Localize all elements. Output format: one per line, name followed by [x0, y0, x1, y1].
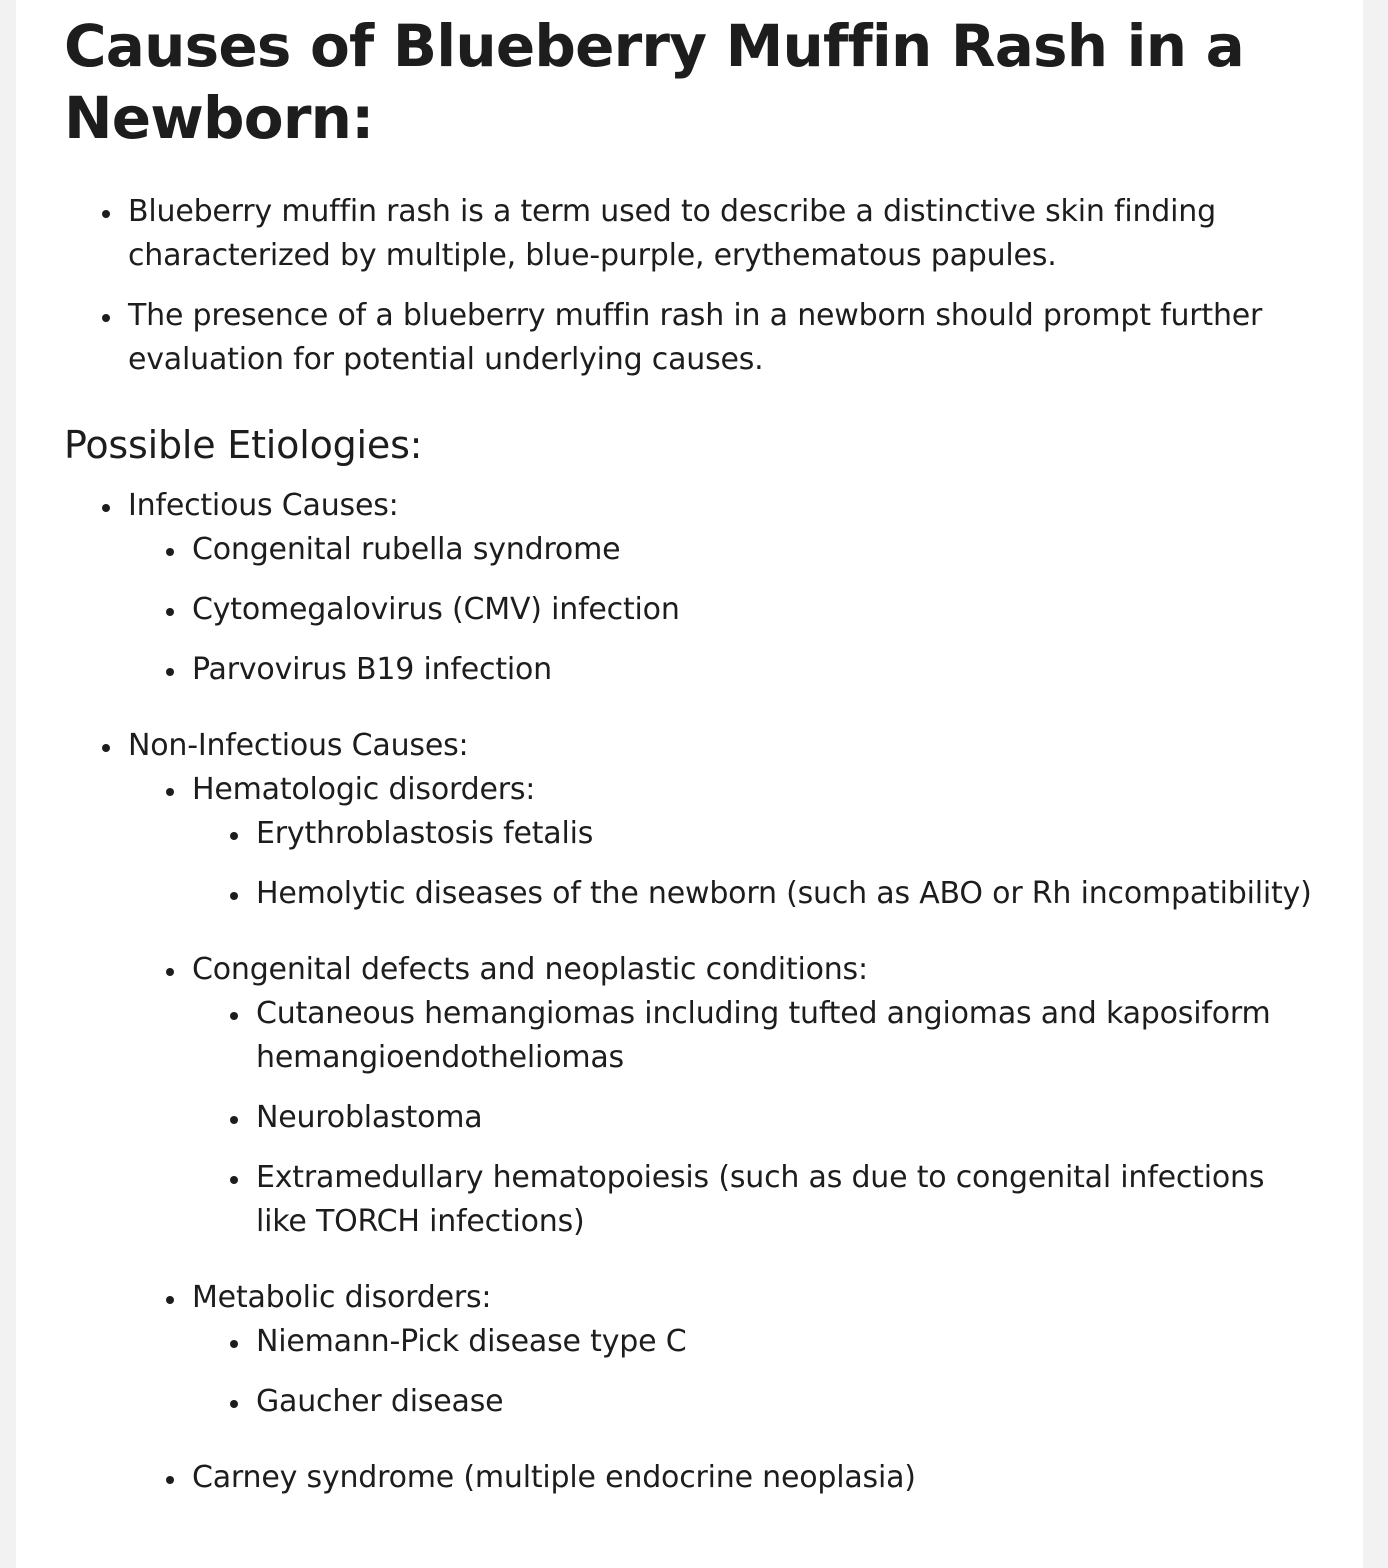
list-item: Erythroblastosis fetalis	[192, 812, 1324, 856]
congenital-neoplastic-label: Congenital defects and neoplastic conditions:	[192, 952, 868, 987]
carney-syndrome-item: Carney syndrome (multiple endocrine neoplasia)	[128, 1456, 1324, 1500]
list-item: Parvovirus B19 infection	[128, 648, 1324, 692]
list-item: Niemann-Pick disease type C	[192, 1320, 1324, 1364]
page-title: Causes of Blueberry Muffin Rash in a Newborn:	[64, 12, 1244, 152]
infectious-causes-item	[64, 484, 1324, 692]
metabolic-disorders-item	[128, 1276, 1324, 1424]
list-item: Gaucher disease	[192, 1380, 1324, 1424]
intro-item: Blueberry muffin rash is a term used to describe a distinctive skin finding characterized by multiple, blue-purple, erythematous papules.	[64, 190, 1324, 278]
infectious-causes-list	[128, 528, 1324, 692]
infectious-causes-label: Infectious Causes:	[128, 488, 399, 523]
hematologic-disorders-item	[128, 768, 1324, 916]
congenital-neoplastic-item	[128, 948, 1324, 1244]
list-item: Congenital rubella syndrome	[128, 528, 1324, 572]
intro-item: The presence of a blueberry muffin rash in a newborn should prompt further evaluation for potential underlying causes.	[64, 294, 1324, 382]
list-item: Extramedullary hematopoiesis (such as due to congenital infections like TORCH infections)	[192, 1156, 1324, 1244]
document-page	[16, 0, 1363, 1568]
intro-list	[64, 190, 1324, 382]
hematologic-disorders-list	[192, 812, 1324, 916]
list-item: Cutaneous hemangiomas including tufted angiomas and kaposiform hemangioendotheliomas	[192, 992, 1324, 1080]
list-item: Hemolytic diseases of the newborn (such as ABO or Rh incompatibility)	[192, 872, 1324, 916]
congenital-neoplastic-list	[192, 992, 1324, 1244]
list-item: Neuroblastoma	[192, 1096, 1324, 1140]
non-infectious-causes-label: Non-Infectious Causes:	[128, 728, 469, 763]
metabolic-disorders-label: Metabolic disorders:	[192, 1280, 492, 1315]
non-infectious-causes-list	[128, 768, 1324, 1500]
non-infectious-causes-item	[64, 724, 1324, 1500]
document-content	[64, 0, 1324, 1500]
list-item: Cytomegalovirus (CMV) infection	[128, 588, 1324, 632]
hematologic-disorders-label: Hematologic disorders:	[192, 772, 536, 807]
etiologies-list	[64, 484, 1324, 1500]
metabolic-disorders-list	[192, 1320, 1324, 1424]
etiologies-heading: Possible Etiologies:	[64, 423, 423, 467]
